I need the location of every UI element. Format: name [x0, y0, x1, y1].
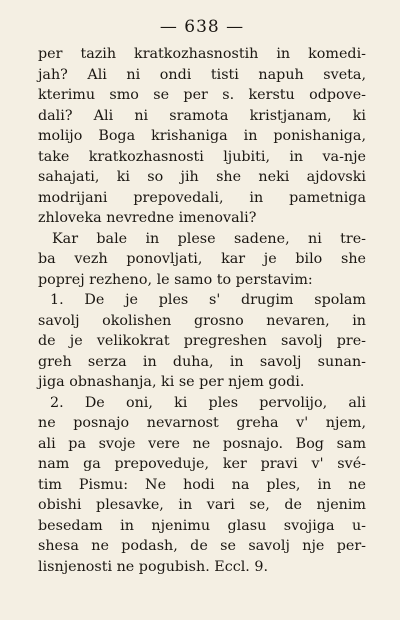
text-line: per tazih kratkozhasnostih in komedi-	[38, 46, 366, 62]
text-line: modrijani prepovedali, in pametniga	[38, 189, 366, 206]
text-line: take kratkozhasnosti ljubiti, in va-nje	[38, 148, 366, 165]
text-line: zhloveka nevredne imenovali?	[38, 210, 257, 226]
text-line: poprej rezheno, le samo to perstavim:	[38, 271, 313, 288]
text-line: 2. De oni, ki ples pervolijo, ali	[50, 394, 366, 411]
paragraph	[38, 290, 366, 393]
text-line: ali pa svoje vere ne posnajo. Bog sam	[38, 435, 366, 452]
text-line: nam ga prepoveduje, ker pravi v' své-	[38, 456, 366, 472]
text-line: 1. De je ples s' drugim spolam	[50, 292, 366, 308]
text-line: jiga obnashanja, ki se per njem godi.	[38, 374, 305, 390]
text-line: obishi plesavke, in vari se, de njenim	[38, 497, 366, 513]
text-line: dali? Ali ni sramota kristjanam, ki	[38, 107, 366, 124]
text-line: ba vezh ponovljati, kar je bilo she	[38, 251, 366, 267]
paragraph	[38, 393, 366, 578]
text-line: kterimu smo se per s. kerstu odpove-	[38, 87, 366, 103]
text-line: tim Pismu: Ne hodi na ples, in ne	[38, 476, 366, 493]
text-line: Kar bale in plese sadene, ni tre-	[52, 230, 366, 247]
paragraph	[38, 44, 366, 229]
body-text	[38, 44, 366, 577]
text-line: savolj okolishen grosno nevaren, in	[38, 312, 366, 329]
text-line: shesa ne podash, de se savolj nje per-	[38, 538, 366, 554]
page-number: — 638 —	[159, 17, 245, 37]
text-line: molijo Boga krishaniga in ponishaniga,	[38, 128, 366, 144]
text-line: sahajati, ki so jih she neki ajdovski	[38, 169, 366, 185]
text-line: lisnjenosti ne pogubish. Eccl. 9.	[38, 558, 269, 575]
text-line: de je velikokrat pregreshen savolj pre-	[38, 333, 366, 349]
text-line: greh serza in duha, in savolj sunan-	[38, 353, 366, 370]
text-line: besedam in njenimu glasu svojiga u-	[38, 517, 366, 534]
paragraph	[38, 229, 366, 291]
text-line: jah? Ali ni ondi tisti napuh sveta,	[38, 66, 366, 83]
text-line: ne posnajo nevarnost greha v' njem,	[38, 415, 366, 431]
